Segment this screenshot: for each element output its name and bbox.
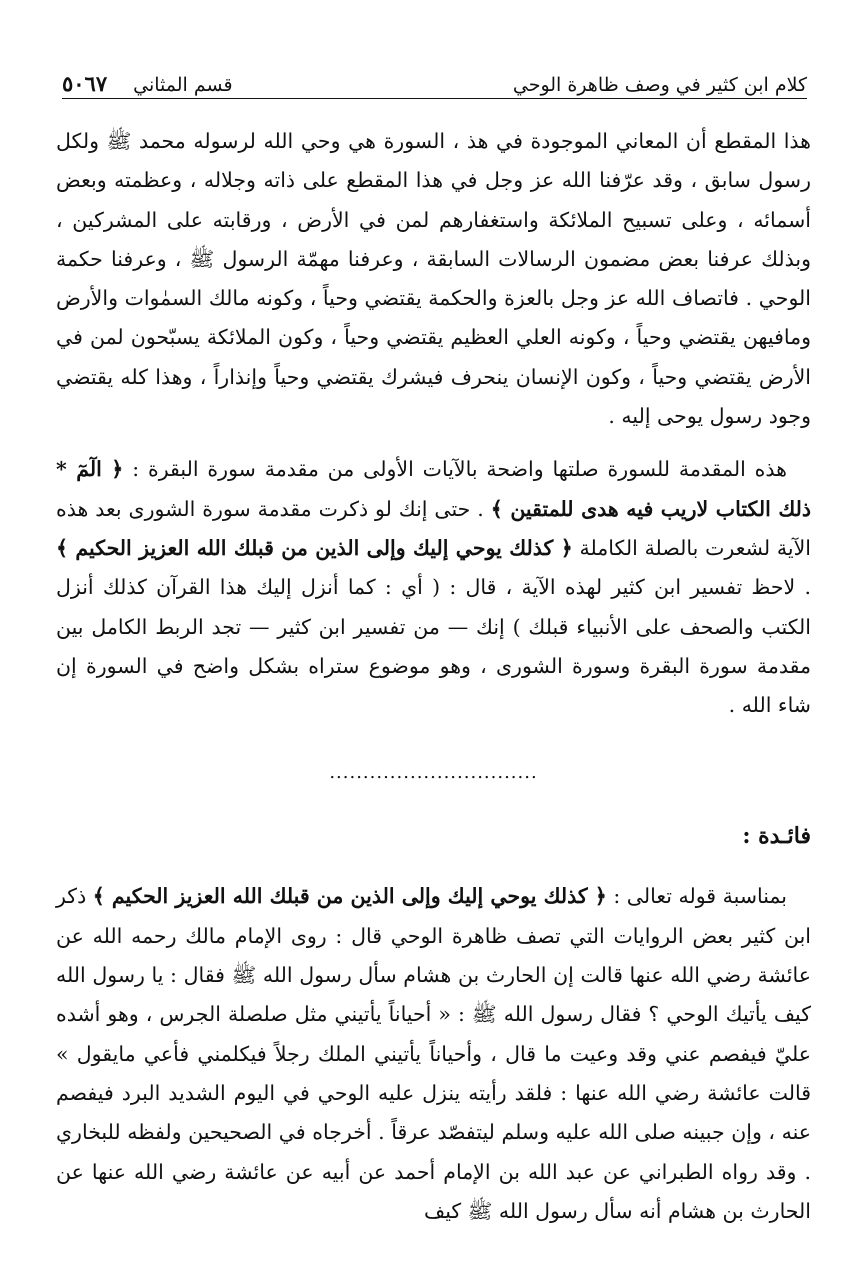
section-name: قسم المثاني [133,74,233,96]
paragraph-3-text-2: ذكر ابن كثير بعض الروايات التي تصف ظاهرة الوحي قال : روى الإمام مالك رحمه الله عن عائشة رضي الله عنها قالت إن الحارث بن هشام سأل رسول الله ﷺ فقال : يا رسول الله كيف يأتيك الوحي ؟ فقال رسول الله ﷺ : « أحياناً يأتيني مثل صلصلة الجرس ، وهو أشده عليّ فيفصم عني وقد وعيت ما قال ، وأحياناً يأتيني الملك رجلاً فيكلمني فأعي مايقول » قالت عائشة رضي الله عنها : فلقد رأيته ينزل عليه الوحي في اليوم الشديد البرد فيفصم عنه ، وإن جبينه صلى الله عليه وسلم ليتفصّد عرقاً . أخرجاه في الصحيحين ولفظه للبخاري . وقد رواه الطبراني عن عبد الله بن الإمام أحمد عن أبيه عن عائشة رضي الله عنها عن الحارث بن هشام أنه سأل رسول الله ﷺ كيف [56,884,811,1223]
paragraph-2 [56,450,811,725]
paragraph-2-quran-quote-2: ﴿ كذلك يوحي إليك وإلى الذين من قبلك الله العزيز الحكيم ﴾ [56,535,573,560]
dotted-separator: ............................... [329,762,538,784]
running-title: كلام ابن كثير في وصف ظاهرة الوحي [512,74,807,96]
header-rule [62,98,807,99]
paragraph-1: هذا المقطع أن المعاني الموجودة في هذ ، السورة هي وحي الله لرسوله محمد ﷺ ولكل رسول سابق ، وقد عرّفنا الله عز وجل في هذا المقطع على ذاته وجلاله ، وعظمته وبعض أسمائه ، وعلى تسبيح الملائكة واستغفارهم لمن في الأرض ، ورقابته على المشركين ، وبذلك عرفنا بعض مضمون الرسالات السابقة ، وعرفنا مهمّة الرسول ﷺ ، وعرفنا حكمة الوحي . فاتصاف الله عز وجل بالعزة والحكمة يقتضي وحياً ، وكونه مالك السمٰوات والأرض ومافيهن يقتضي وحياً ، وكونه العلي العظيم يقتضي وحياً ، وكون الملائكة يسبّحون لمن في الأرض يقتضي وحياً ، وكون الإنسان ينحرف فيشرك يقتضي وحياً وإنذاراً ، وهذا كله يقتضي وجود رسول يوحى إليه . [56,129,811,429]
page-header [62,60,807,96]
section-heading: فائـدة : [742,823,811,850]
page-body [56,122,811,1231]
header-left-group [62,71,233,96]
paragraph-3-text-1: بمناسبة قوله تعالى : [613,884,787,909]
paragraph-3 [56,877,811,1231]
paragraph-3-quran-quote: ﴿ كذلك يوحي إليك وإلى الذين من قبلك الله العزيز الحكيم ﴾ [92,884,607,909]
paragraph-2-text-2: . حتى إنك لو ذكرت مقدمة سورة الشورى بعد هذه الآية لشعرت بالصلة الكاملة [56,496,811,560]
paragraph-2-text-1: هذه المقدمة للسورة صلتها واضحة بالآيات الأولى من مقدمة سورة البقرة : [132,457,787,482]
page-number: ٥٠٦٧ [62,71,108,96]
paragraph-2-text-3: . لاحظ تفسير ابن كثير لهذه الآية ، قال : ( أي : كما أنزل إليك هذا القرآن كذلك أنزل الكتب والصحف على الأنبياء قبلك ) إنك — من تفسير ابن كثير — تجد الربط الكامل بين مقدمة سورة البقرة وسورة الشورى ، وهو موضوع ستراه بشكل واضح في السورة إن شاء الله . [56,575,811,718]
paragraph-2-quran-quote-1: ﴿ الٓمٓ * ذلك الكتاب لاريب فيه هدى للمتقين ﴾ [56,457,811,521]
